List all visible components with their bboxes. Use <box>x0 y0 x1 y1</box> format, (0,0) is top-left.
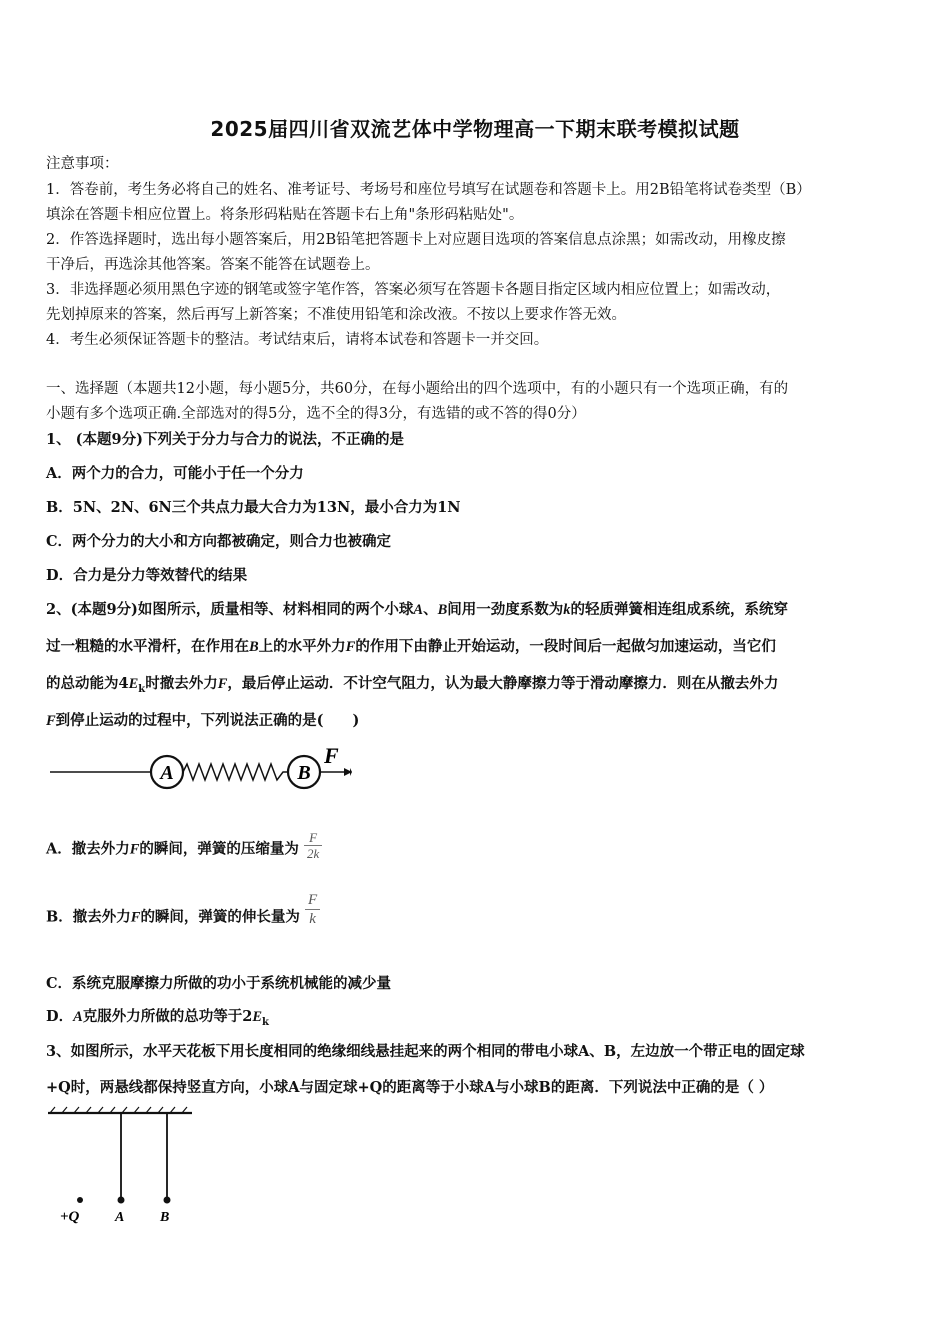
notes-line: 干净后，再选涂其他答案。答案不能答在试题卷上。 <box>46 257 380 273</box>
notes-line: 先划掉原来的答案，然后再写上新答案；不准使用铅笔和涂改液。不按以上要求作答无效。 <box>46 307 626 323</box>
fraction-f-over-k: $\frac{F}{k}$ <box>305 891 320 928</box>
q2-line1: 2、(本题9分)如图所示，质量相等、材料相同的两个小球A、B间用一劲度系数为k的轻质弹簧相连组成系统，系统穿 <box>46 601 788 618</box>
q1-option-c: C．两个分力的大小和方向都被确定，则合力也被确定 <box>46 533 392 550</box>
ball-b-label: B <box>297 762 311 784</box>
q1-option-d: D．合力是分力等效替代的结果 <box>46 567 248 584</box>
pendulum-figure <box>44 1105 204 1230</box>
q2-option-a: A．撤去外力F的瞬间，弹簧的压缩量为 $\frac{F}{2k}$ <box>46 834 322 865</box>
notes-line: 3．非选择题必须用黑色字迹的钢笔或签字笔作答，答案必须写在答题卡各题目指定区域内相应位置上；如需改动， <box>46 282 781 298</box>
section-heading: 一、选择题（本题共12小题，每小题5分，共60分，在每小题给出的四个选项中，有的小题只有一个选项正确，有的 <box>46 381 789 397</box>
q2-option-b: B．撤去外力F的瞬间，弹簧的伸长量为 $\frac{F}{k}$ <box>46 899 320 936</box>
q3-line1: 3、如图所示，水平天花板下用长度相同的绝缘细线悬挂起来的两个相同的带电小球A、B，左边放一个带正电的固定球 <box>46 1043 805 1060</box>
force-label: F <box>324 743 339 768</box>
ball-a <box>118 1197 125 1204</box>
notes-line: 4．考生必须保证答题卡的整洁。考试结束后，请将本试卷和答题卡一并交回。 <box>46 332 549 348</box>
q2-line4: F到停止运动的过程中，下列说法正确的是( ) <box>46 712 360 729</box>
ball-a-label: A <box>115 1210 125 1225</box>
page-title: 2025届四川省双流艺体中学物理高一下期末联考模拟试题 <box>210 117 740 141</box>
q1-option-b: B．5N、2N、6N三个共点力最大合力为13N，最小合力为1N <box>46 499 461 516</box>
section-heading: 小题有多个选项正确.全部选对的得5分，选不全的得3分，有选错的或不答的得0分） <box>46 406 586 422</box>
q2-line3: 的总动能为$4E_k$时撤去外力F，最后停止运动．不计空气阻力，认为最大静摩擦力等于滑动摩擦力．则在从撤去外力 <box>46 675 779 695</box>
charge-label: +Q <box>60 1209 80 1225</box>
spring <box>183 764 288 780</box>
q1-option-a: A．两个力的合力，可能小于任一个分力 <box>46 465 304 482</box>
ball-b-label: B <box>160 1210 170 1225</box>
spring-figure <box>48 740 358 800</box>
q3-line2: +Q时，两悬线都保持竖直方向，小球A与固定球+Q的距离等于小球A与小球B的距离．下列说法中正确的是（ ） <box>46 1079 774 1096</box>
q2-line2: 过一粗糙的水平滑杆，在作用在B上的水平外力F的作用下由静止开始运动，一段时间后一起做匀加速运动，当它们 <box>46 638 776 655</box>
notes-line: 2．作答选择题时，选出每小题答案后，用2B铅笔把答题卡上对应题目选项的答案信息点涂黑；如需改动，用橡皮擦 <box>46 232 786 248</box>
notes-line: 1．答卷前，考生务必将自己的姓名、准考证号、考场号和座位号填写在试题卷和答题卡上。用2B铅笔将试卷类型（B） <box>46 182 811 198</box>
ball-a-label: A <box>160 762 174 784</box>
q1-stem: 1、 (本题9分)下列关于分力与合力的说法，不正确的是 <box>46 431 404 448</box>
q2-option-c: C．系统克服摩擦力所做的功小于系统机械能的减少量 <box>46 975 392 992</box>
notes-heading: 注意事项： <box>46 156 119 172</box>
ball-b <box>164 1197 171 1204</box>
q2-option-d: D．A克服外力所做的总功等于$2E_k$ <box>46 1008 269 1028</box>
fixed-charge <box>77 1197 83 1203</box>
notes-line: 填涂在答题卡相应位置上。将条形码粘贴在答题卡右上角"条形码粘贴处"。 <box>46 207 524 223</box>
force-arrow-icon <box>344 768 352 776</box>
fraction-f-over-2k: $\frac{F}{2k}$ <box>304 830 322 861</box>
